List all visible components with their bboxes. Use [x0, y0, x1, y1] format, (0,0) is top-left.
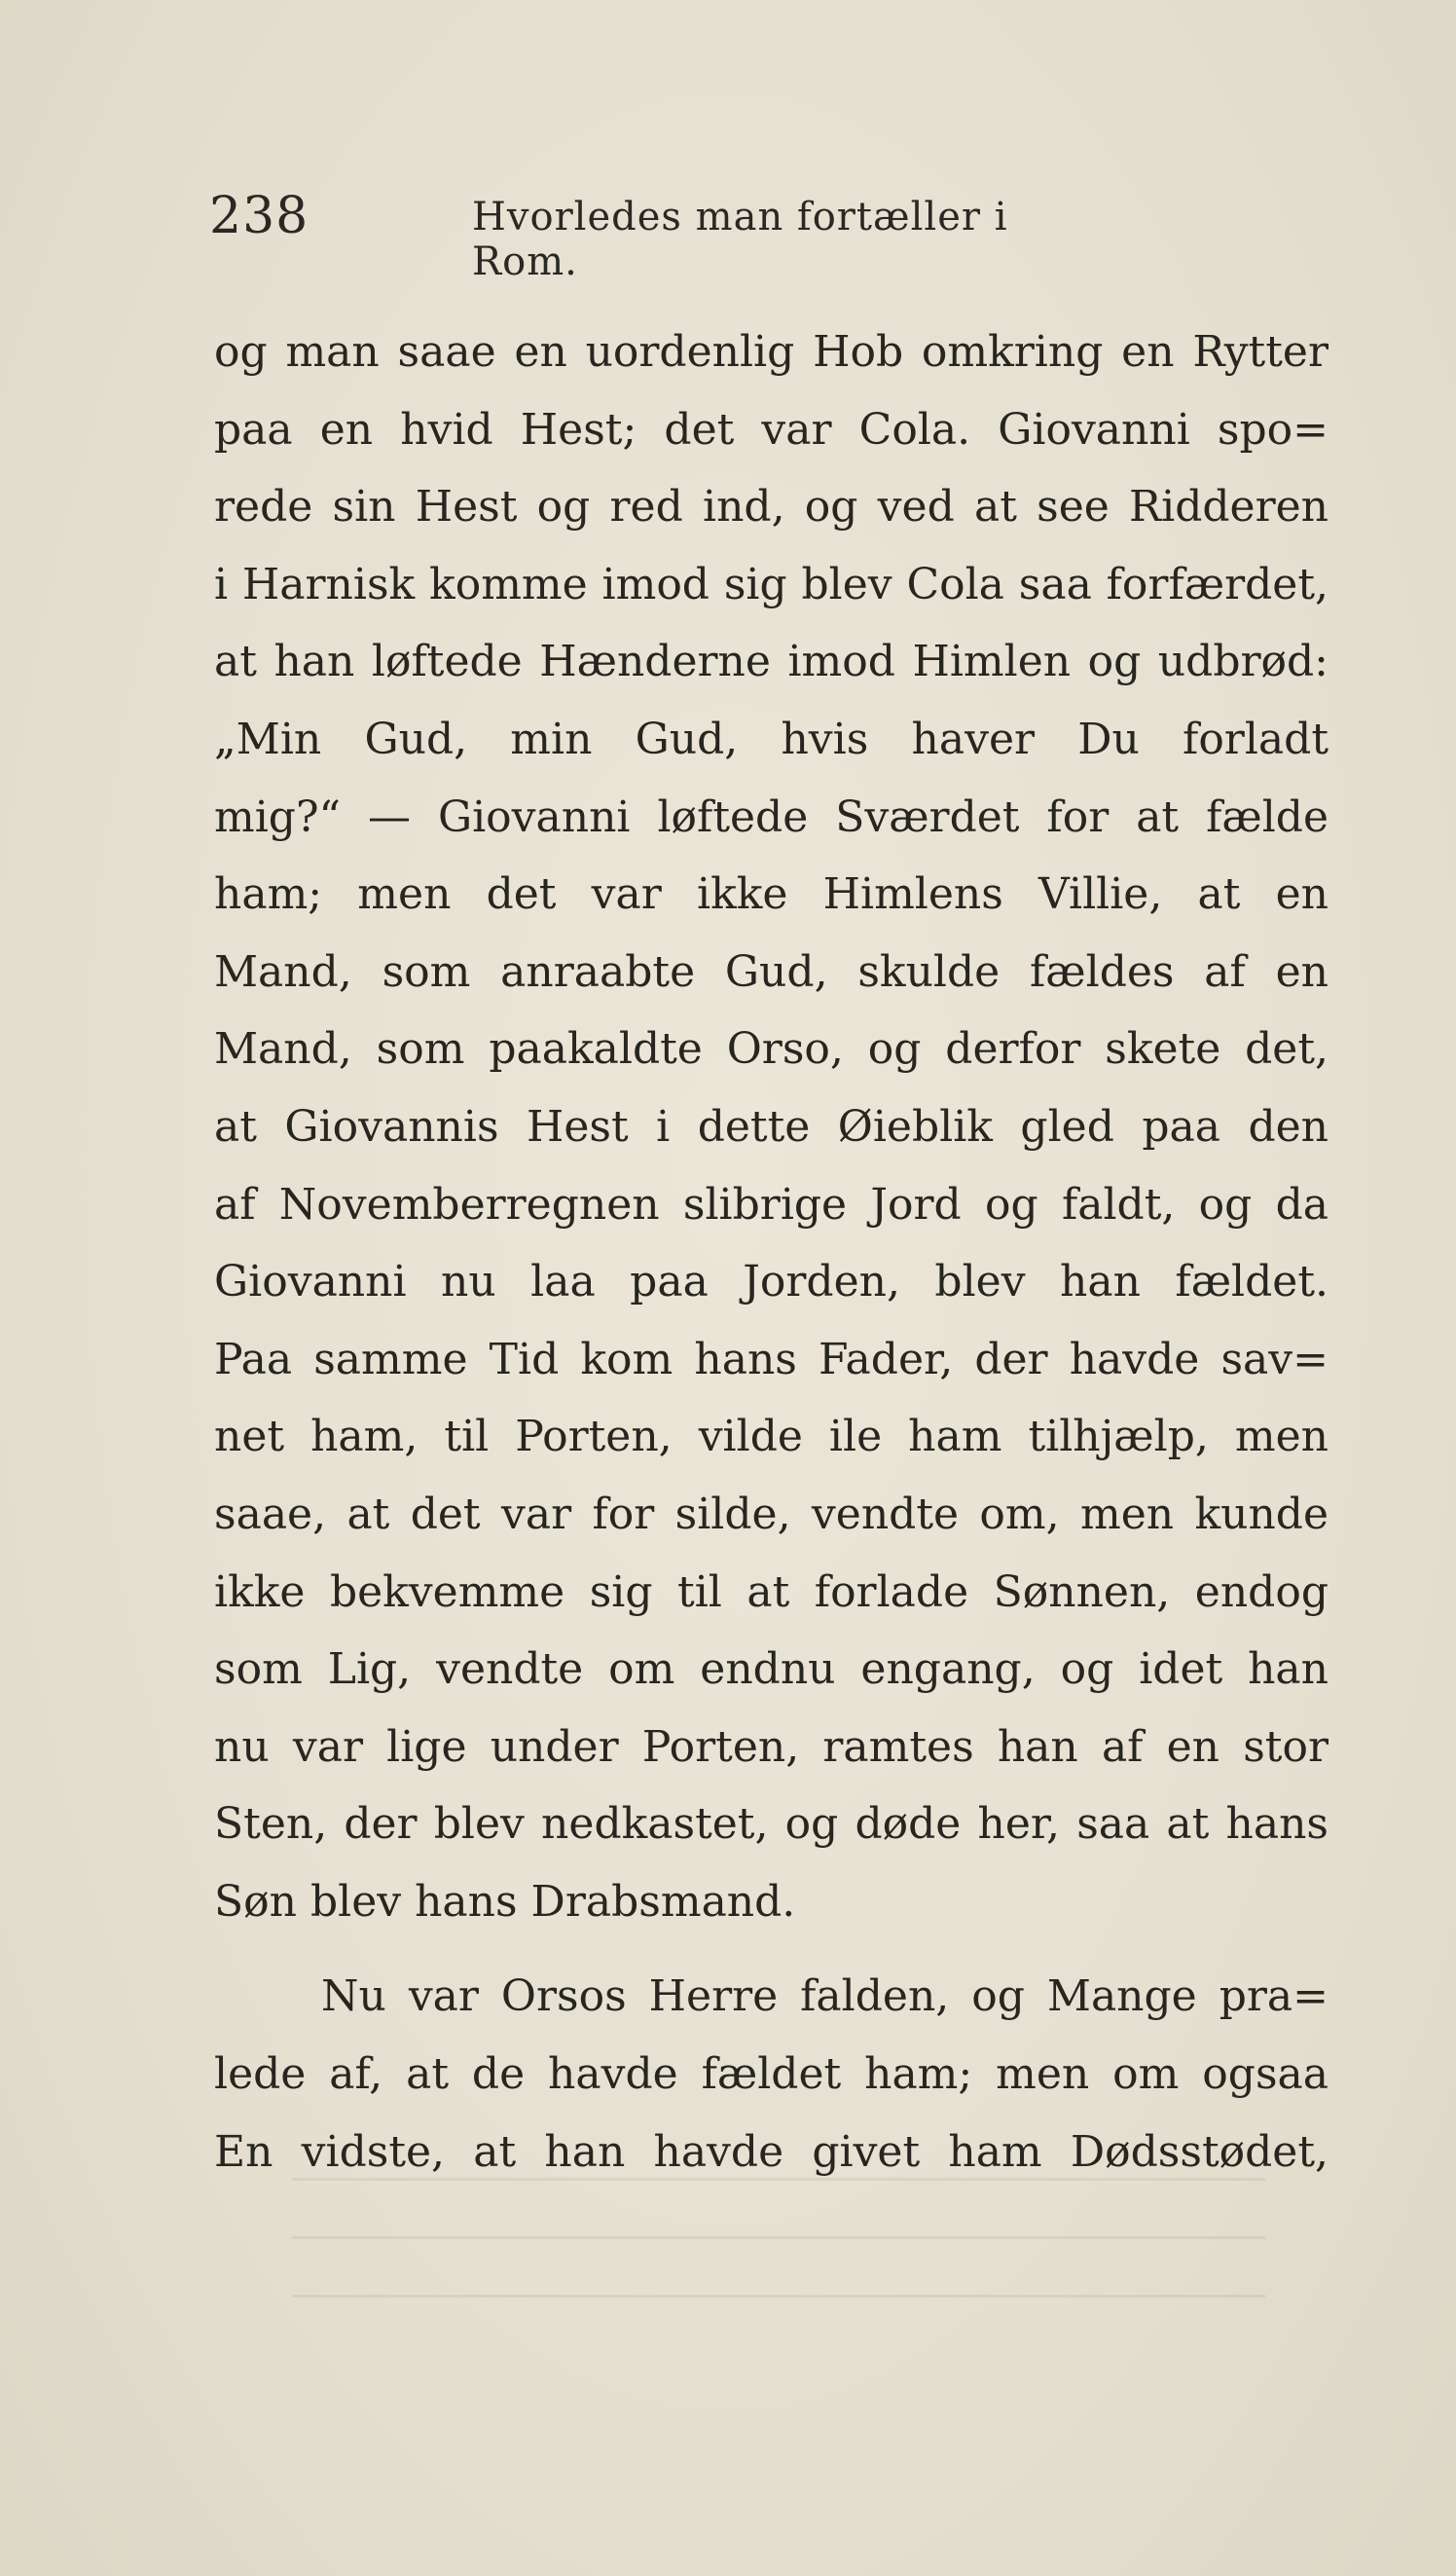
text-line: mig?“ — Giovanni løftede Sværdet for at fælde [214, 791, 1329, 842]
text-line: lede af, at de havde fældet ham; men om ogsaa [214, 2049, 1329, 2100]
text-line: nu var lige under Porten, ramtes han af en stor [214, 1721, 1329, 1772]
text-line: net ham, til Porten, vilde ile ham tilhjælp, men [214, 1412, 1329, 1462]
text-line: saae, at det var for silde, vendte om, men kunde [214, 1489, 1329, 1539]
paragraph [214, 1958, 1329, 2190]
text-line: ikke bekvemme sig til at forlade Sønnen, endog [214, 1566, 1329, 1617]
text-line: Søn blev hans Drabsmand. [214, 1876, 796, 1927]
text-line: Paa samme Tid kom hans Fader, der havde sav= [214, 1334, 1329, 1384]
text-line: i Harnisk komme imod sig blev Cola saa forfærdet, [214, 559, 1329, 609]
text-line: Sten, der blev nedkastet, og døde her, saa at hans [214, 1799, 1329, 1850]
text-line: Mand, som paakaldte Orso, og derfor skete det, [214, 1024, 1329, 1075]
text-line: og man saae en uordenlig Hob omkring en Rytter [214, 327, 1329, 377]
text-line: at Giovannis Hest i dette Øieblik gled paa den [214, 1101, 1329, 1152]
text-line: rede sin Hest og red ind, og ved at see Ridderen [214, 482, 1329, 533]
show-through-texture [292, 2161, 1265, 2298]
text-line: Mand, som anraabte Gud, skulde fældes af en [214, 946, 1329, 997]
page-number: 238 [209, 187, 309, 245]
running-head: Hvorledes man fortæller i Rom. [472, 195, 1008, 284]
text-line: En vidste, at han havde givet ham Dødsstødet, [214, 2126, 1329, 2177]
text-line: „Min Gud, min Gud, hvis haver Du forladt [214, 714, 1329, 764]
text-line: som Lig, vendte om endnu engang, og idet han [214, 1644, 1329, 1695]
paragraph [214, 313, 1329, 1940]
body-text [214, 313, 1329, 2190]
text-line: Nu var Orsos Herre falden, og Mange pra= [321, 1971, 1329, 2022]
paragraph-gap [214, 1940, 1329, 1958]
text-line: af Novemberregnen slibrige Jord og faldt, og da [214, 1179, 1329, 1230]
text-line: Giovanni nu laa paa Jorden, blev han fældet. [214, 1257, 1329, 1307]
text-line: ham; men det var ikke Himlens Villie, at en [214, 869, 1329, 920]
page-header [209, 187, 1085, 284]
text-line: paa en hvid Hest; det var Cola. Giovanni spo= [214, 404, 1329, 455]
text-line: at han løftede Hænderne imod Himlen og udbrød: [214, 637, 1329, 687]
